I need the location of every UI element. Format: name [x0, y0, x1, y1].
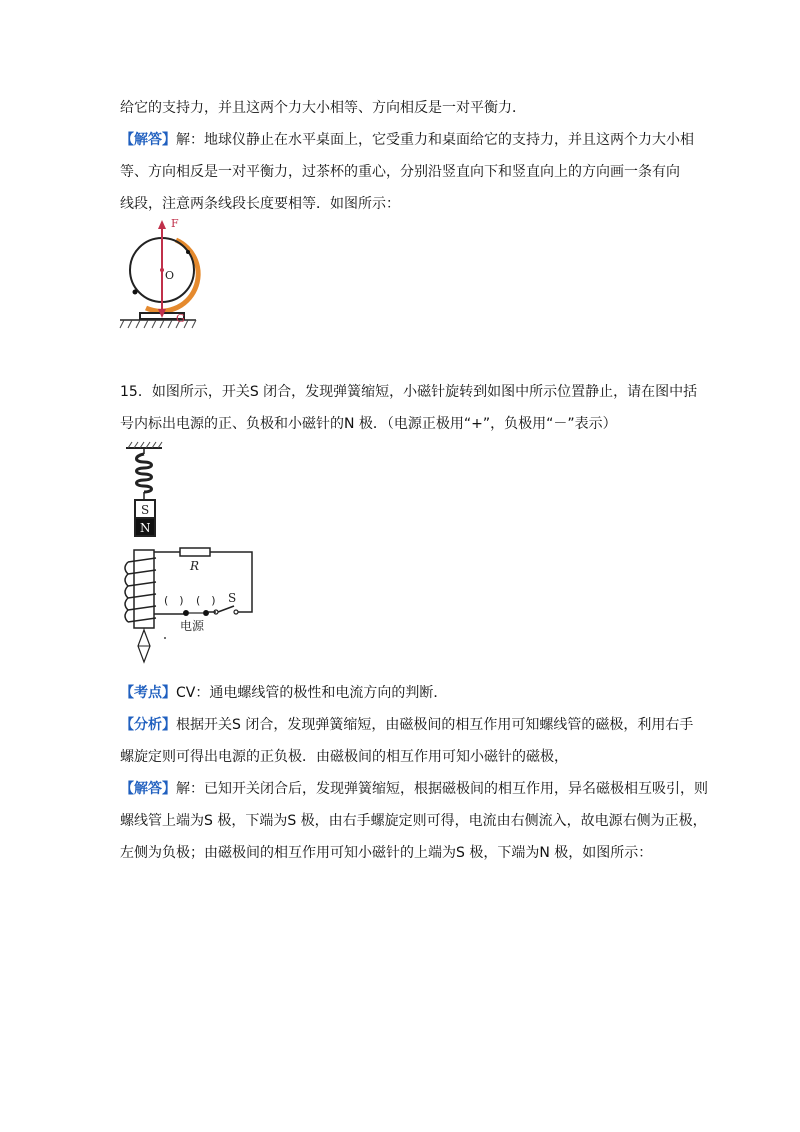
- source-bracket-right: ( ): [196, 594, 216, 607]
- resistor: [180, 548, 210, 556]
- fenxi-paragraph: [120, 715, 693, 735]
- jieda-paragraph: [120, 779, 708, 799]
- text-line: CV：通电螺线管的极性和电流方向的判断．: [176, 685, 448, 701]
- question-line: 15．如图所示，开关S 闭合，发现弹簧缩短，小磁针旋转到如图中所示位置静止，请在图中括: [120, 384, 698, 400]
- globe-force-figure: [118, 212, 204, 336]
- magnet-s-label: S: [141, 503, 150, 517]
- resistor-label: R: [190, 559, 200, 573]
- text-line: 给它的支持力，并且这两个力大小相等、方向相反是一对平衡力．: [120, 100, 526, 116]
- solenoid-circuit-figure: [120, 440, 260, 668]
- text-line: 左侧为负极；由磁极间的相互作用可知小磁针的上端为S 极，下端为N 极，如图所示：: [120, 845, 653, 861]
- text-line: 解：地球仪静止在水平桌面上，它受重力和桌面给它的支持力，并且这两个力大小相: [176, 132, 694, 148]
- text-line: 等、方向相反是一对平衡力，过茶杯的重心，分别沿竖直向下和竖直向上的方向画一条有向: [120, 164, 680, 180]
- magnet-n-label: N: [140, 521, 151, 535]
- question-line: 号内标出电源的正、负极和小磁针的N 极．（电源正极用“+”，负极用“－”表示）: [120, 416, 617, 432]
- jieda-tag: 【解答】: [120, 132, 176, 148]
- switch-lever: [218, 606, 234, 612]
- label-g: G: [176, 312, 185, 325]
- text-line: 线段，注意两条线段长度要相等．如图所示：: [120, 196, 400, 212]
- source-label: 电源: [180, 619, 205, 633]
- globe-pivot-dot: [133, 290, 138, 295]
- label-o: O: [165, 269, 175, 282]
- source-bracket-left: ( ): [164, 594, 184, 607]
- spring: [137, 454, 152, 492]
- text-line: 解：已知开关闭合后，发现弹簧缩短，根据磁极间的相互作用，异名磁极相互吸引，则: [176, 781, 708, 797]
- text-line: 螺旋定则可得出电源的正负极．由磁极间的相互作用可知小磁针的磁极，: [120, 749, 568, 765]
- kaodian-paragraph: [120, 683, 447, 703]
- switch-label: S: [228, 591, 237, 605]
- globe-pivot-dot: [186, 250, 190, 254]
- answer-paragraph: [120, 130, 694, 150]
- solenoid-core: [134, 550, 154, 628]
- label-f: F: [171, 217, 179, 230]
- text-line: 螺线管上端为S 极，下端为S 极，由右手螺旋定则可得，电流由右侧流入，故电源右侧为正极，: [120, 813, 707, 829]
- text-line: 根据开关S 闭合，发现弹簧缩短，由磁极间的相互作用可知螺线管的磁极，利用右手: [176, 717, 694, 733]
- fenxi-tag: 【分析】: [120, 717, 176, 733]
- switch-contact: [234, 610, 238, 614]
- center-of-gravity-dot: [160, 268, 164, 272]
- dot-mark: [164, 637, 166, 639]
- force-f-arrowhead: [158, 220, 166, 229]
- kaodian-tag: 【考点】: [120, 685, 176, 701]
- jieda-tag: 【解答】: [120, 781, 176, 797]
